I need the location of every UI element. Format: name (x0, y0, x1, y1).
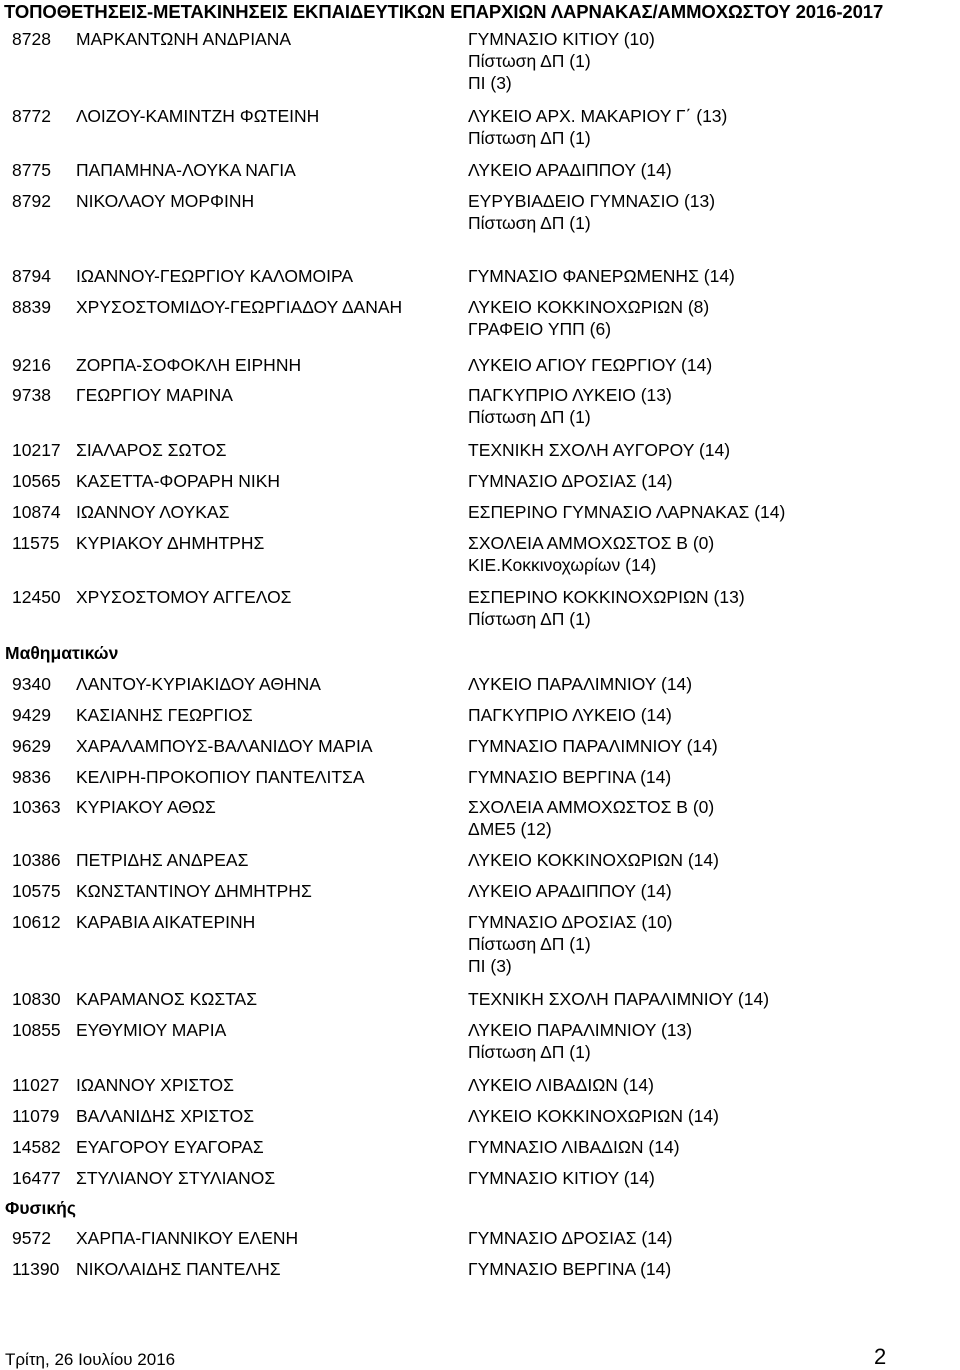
teacher-name: ΓΕΩΡΓΙΟΥ ΜΑΡΙΝΑ (76, 385, 233, 405)
school-assignment: ΛΥΚΕΙΟ ΚΟΚΚΙΝΟΧΩΡΙΩΝ (8) (468, 297, 710, 317)
teacher-id: 10363 (12, 797, 61, 817)
teacher-name: ΝΙΚΟΛΑΙΔΗΣ ΠΑΝΤΕΛΗΣ (76, 1259, 281, 1279)
teacher-name: ΒΑΛΑΝΙΔΗΣ ΧΡΙΣΤΟΣ (76, 1106, 255, 1126)
school-assignment: ΓΥΜΝΑΣΙΟ ΚΙΤΙΟΥ (10) (468, 29, 655, 49)
school-assignment: ΛΥΚΕΙΟ ΠΑΡΑΛΙΜΝΙΟΥ (14) (468, 674, 693, 694)
school-assignment: ΛΥΚΕΙΟ ΠΑΡΑΛΙΜΝΙΟΥ (13) (468, 1020, 693, 1040)
school-assignment: ΓΥΜΝΑΣΙΟ ΔΡΟΣΙΑΣ (14) (468, 1228, 673, 1248)
teacher-name: ΠΑΠΑΜΗΝΑ-ΛΟΥΚΑ ΝΑΓΙΑ (76, 160, 296, 180)
school-assignment: ΛΥΚΕΙΟ ΑΡΑΔΙΠΠΟΥ (14) (468, 881, 672, 901)
teacher-name: ΧΑΡΑΛΑΜΠΟΥΣ-ΒΑΛΑΝΙΔΟΥ ΜΑΡΙΑ (76, 736, 373, 756)
school-assignment: ΕΣΠΕΡΙΝΟ ΚΟΚΚΙΝΟΧΩΡΙΩΝ (13) (468, 587, 745, 607)
teacher-id: 9836 (12, 767, 51, 787)
school-assignment: ΤΕΧΝΙΚΗ ΣΧΟΛΗ ΠΑΡΑΛΙΜΝΙΟΥ (14) (468, 989, 770, 1009)
teacher-name: ΚΑΣΙΑΝΗΣ ΓΕΩΡΓΙΟΣ (76, 705, 253, 725)
extra-assignment: Πίστωση ΔΠ (1) (468, 128, 591, 148)
extra-assignment: Πίστωση ΔΠ (1) (468, 407, 591, 427)
school-assignment: ΓΥΜΝΑΣΙΟ ΒΕΡΓΙΝΑ (14) (468, 767, 672, 787)
subject-heading: Φυσικής (5, 1198, 76, 1218)
teacher-id: 11575 (12, 533, 60, 553)
teacher-name: ΚΑΡΑΒΙΑ ΑΙΚΑΤΕΡΙΝΗ (76, 912, 256, 932)
school-assignment: ΓΥΜΝΑΣΙΟ ΔΡΟΣΙΑΣ (14) (468, 471, 673, 491)
teacher-id: 8728 (12, 29, 51, 49)
teacher-id: 10855 (12, 1020, 61, 1040)
school-assignment: ΛΥΚΕΙΟ ΚΟΚΚΙΝΟΧΩΡΙΩΝ (14) (468, 850, 719, 870)
teacher-id: 12450 (12, 587, 61, 607)
school-assignment: ΕΣΠΕΡΙΝΟ ΓΥΜΝΑΣΙΟ ΛΑΡΝΑΚΑΣ (14) (468, 502, 786, 522)
teacher-name: ΛΑΝΤΟΥ-ΚΥΡΙΑΚΙΔΟΥ ΑΘΗΝΑ (76, 674, 321, 694)
school-assignment: ΤΕΧΝΙΚΗ ΣΧΟΛΗ ΑΥΓΟΡΟΥ (14) (468, 440, 731, 460)
school-assignment: ΣΧΟΛΕΙΑ ΑΜΜΟΧΩΣΤΟΣ Β (0) (468, 533, 715, 553)
extra-assignment: ΚΙΕ.Κοκκινοχωρίων (14) (468, 555, 657, 575)
school-assignment: ΓΥΜΝΑΣΙΟ ΔΡΟΣΙΑΣ (10) (468, 912, 673, 932)
teacher-id: 11390 (12, 1259, 60, 1279)
teacher-id: 8772 (12, 106, 51, 126)
teacher-name: ΜΑΡΚΑΝΤΩΝΗ ΑΝΔΡΙΑΝΑ (76, 29, 292, 49)
teacher-id: 8839 (12, 297, 51, 317)
teacher-id: 9629 (12, 736, 51, 756)
teacher-id: 10217 (12, 440, 61, 460)
teacher-id: 10386 (12, 850, 61, 870)
teacher-name: ΣΙΑΛΑΡΟΣ ΣΩΤΟΣ (76, 440, 227, 460)
teacher-name: ΚΑΣΕΤΤΑ-ΦΟΡΑΡΗ ΝΙΚΗ (76, 471, 281, 491)
teacher-id: 10565 (12, 471, 61, 491)
school-assignment: ΓΥΜΝΑΣΙΟ ΠΑΡΑΛΙΜΝΙΟΥ (14) (468, 736, 718, 756)
school-assignment: ΣΧΟΛΕΙΑ ΑΜΜΟΧΩΣΤΟΣ Β (0) (468, 797, 715, 817)
school-assignment: ΛΥΚΕΙΟ ΚΟΚΚΙΝΟΧΩΡΙΩΝ (14) (468, 1106, 719, 1126)
extra-assignment: Πίστωση ΔΠ (1) (468, 1042, 591, 1062)
teacher-name: ΚΕΛΙΡΗ-ΠΡΟΚΟΠΙΟΥ ΠΑΝΤΕΛΙΤΣΑ (76, 767, 365, 787)
teacher-name: ΧΡΥΣΟΣΤΟΜΙΔΟΥ-ΓΕΩΡΓΙΑΔΟΥ ΔΑΝΑΗ (76, 297, 403, 317)
teacher-id: 10830 (12, 989, 61, 1009)
teacher-name: ΕΥΑΓΟΡΟΥ ΕΥΑΓΟΡΑΣ (76, 1137, 264, 1157)
extra-assignment: ΠΙ (3) (468, 73, 512, 93)
teacher-name: ΖΟΡΠΑ-ΣΟΦΟΚΛΗ ΕΙΡΗΝΗ (76, 355, 302, 375)
school-assignment: ΛΥΚΕΙΟ ΛΙΒΑΔΙΩΝ (14) (468, 1075, 654, 1095)
extra-assignment: Πίστωση ΔΠ (1) (468, 51, 591, 71)
teacher-id: 9216 (12, 355, 51, 375)
teacher-id: 11079 (12, 1106, 60, 1126)
teacher-name: ΛΟΙΖΟΥ-ΚΑΜΙΝΤΖΗ ΦΩΤΕΙΝΗ (76, 106, 320, 126)
school-assignment: ΓΥΜΝΑΣΙΟ ΒΕΡΓΙΝΑ (14) (468, 1259, 672, 1279)
school-assignment: ΓΥΜΝΑΣΙΟ ΚΙΤΙΟΥ (14) (468, 1168, 655, 1188)
teacher-id: 8794 (12, 266, 51, 286)
teacher-name: ΚΥΡΙΑΚΟΥ ΑΘΩΣ (76, 797, 216, 817)
teacher-id: 9572 (12, 1228, 51, 1248)
teacher-id: 8792 (12, 191, 51, 211)
teacher-name: ΙΩΑΝΝΟΥ-ΓΕΩΡΓΙΟΥ ΚΑΛΟΜΟΙΡΑ (76, 266, 354, 286)
school-assignment: ΛΥΚΕΙΟ ΑΡΧ. ΜΑΚΑΡΙΟΥ Γ΄ (13) (468, 106, 728, 126)
teacher-id: 16477 (12, 1168, 61, 1188)
subject-heading: Μαθηματικών (5, 643, 119, 663)
extra-assignment: ΓΡΑΦΕΙΟ ΥΠΠ (6) (468, 319, 612, 339)
teacher-id: 11027 (12, 1075, 60, 1095)
teacher-name: ΣΤΥΛΙΑΝΟΥ ΣΤΥΛΙΑΝΟΣ (76, 1168, 276, 1188)
school-assignment: ΓΥΜΝΑΣΙΟ ΦΑΝΕΡΩΜΕΝΗΣ (14) (468, 266, 735, 286)
teacher-id: 10612 (12, 912, 61, 932)
teacher-id: 9340 (12, 674, 51, 694)
teacher-name: ΝΙΚΟΛΑΟΥ ΜΟΡΦΙΝΗ (76, 191, 255, 211)
extra-assignment: Πίστωση ΔΠ (1) (468, 934, 591, 954)
extra-assignment: ΠΙ (3) (468, 956, 512, 976)
school-assignment: ΠΑΓΚΥΠΡΙΟ ΛΥΚΕΙΟ (13) (468, 385, 672, 405)
teacher-id: 8775 (12, 160, 51, 180)
teacher-name: ΙΩΑΝΝΟΥ ΛΟΥΚΑΣ (76, 502, 230, 522)
extra-assignment: ΔΜΕ5 (12) (468, 819, 552, 839)
teacher-name: ΚΑΡΑΜΑΝΟΣ ΚΩΣΤΑΣ (76, 989, 258, 1009)
teacher-id: 9429 (12, 705, 51, 725)
teacher-name: ΚΩΝΣΤΑΝΤΙΝΟΥ ΔΗΜΗΤΡΗΣ (76, 881, 312, 901)
teacher-id: 10874 (12, 502, 61, 522)
school-assignment: ΛΥΚΕΙΟ ΑΡΑΔΙΠΠΟΥ (14) (468, 160, 672, 180)
extra-assignment: Πίστωση ΔΠ (1) (468, 609, 591, 629)
teacher-name: ΧΡΥΣΟΣΤΟΜΟΥ ΑΓΓΕΛΟΣ (76, 587, 292, 607)
school-assignment: ΓΥΜΝΑΣΙΟ ΛΙΒΑΔΙΩΝ (14) (468, 1137, 680, 1157)
teacher-id: 9738 (12, 385, 51, 405)
page-title: ΤΟΠΟΘΕΤΗΣΕΙΣ-ΜΕΤΑΚΙΝΗΣΕΙΣ ΕΚΠΑΙΔΕΥΤΙΚΩΝ ΕΠΑΡΧΙΩΝ ΛΑΡΝΑΚΑΣ/ΑΜΜΟΧΩΣΤΟΥ 2016-2017 (4, 1, 884, 22)
page-number: 2 (874, 1344, 887, 1369)
extra-assignment: Πίστωση ΔΠ (1) (468, 213, 591, 233)
teacher-name: ΕΥΘΥΜΙΟΥ ΜΑΡΙΑ (76, 1020, 227, 1040)
school-assignment: ΛΥΚΕΙΟ ΑΓΙΟΥ ΓΕΩΡΓΙΟΥ (14) (468, 355, 713, 375)
teacher-name: ΠΕΤΡΙΔΗΣ ΑΝΔΡΕΑΣ (76, 850, 249, 870)
teacher-name: ΚΥΡΙΑΚΟΥ ΔΗΜΗΤΡΗΣ (76, 533, 265, 553)
teacher-id: 14582 (12, 1137, 61, 1157)
teacher-id: 10575 (12, 881, 61, 901)
teacher-name: ΧΑΡΠΑ-ΓΙΑΝΝΙΚΟΥ ΕΛΕΝΗ (76, 1228, 299, 1248)
school-assignment: ΕΥΡΥΒΙΑΔΕΙΟ ΓΥΜΝΑΣΙΟ (13) (468, 191, 716, 211)
teacher-name: ΙΩΑΝΝΟΥ ΧΡΙΣΤΟΣ (76, 1075, 234, 1095)
footer-date: Τρίτη, 26 Ιουλίου 2016 (5, 1350, 176, 1369)
school-assignment: ΠΑΓΚΥΠΡΙΟ ΛΥΚΕΙΟ (14) (468, 705, 672, 725)
